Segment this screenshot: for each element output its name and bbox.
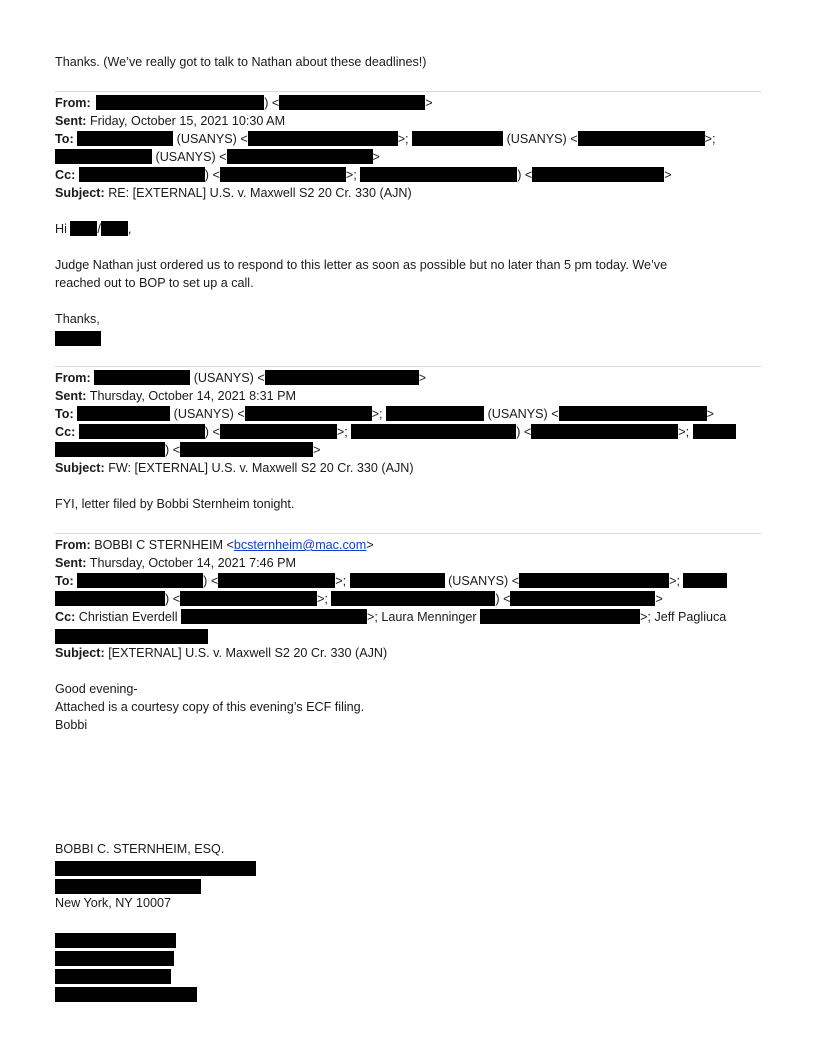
subject-value: FW: [EXTERNAL] U.S. v. Maxwell S2 20 Cr. 330 (AJN) [108,461,414,475]
redaction [693,424,736,439]
redaction [180,442,313,457]
usanys-tag: (USANYS) [176,132,237,146]
redaction [578,131,705,146]
subject-value: RE: [EXTERNAL] U.S. v. Maxwell S2 20 Cr. 330 (AJN) [108,186,412,200]
redacted-address-line [55,861,256,876]
cc-name: Laura Menninger [381,610,477,624]
redaction [181,609,367,624]
greeting-text: Hi [55,222,67,236]
email1-from: From: ) < > [55,96,433,110]
from-label: From: [55,371,91,385]
redaction [55,149,152,164]
sent-label: Sent: [55,389,87,403]
email1-to-cont: (USANYS) < > [55,148,380,166]
to-label: To: [55,132,74,146]
cc-name: Christian Everdell [78,610,178,624]
email3-cc: Cc: Christian Everdell >; Laura Menninger >; Jeff Pagliuca [55,610,727,624]
email2-cc-cont: ) < > [55,441,320,459]
redaction [220,167,346,182]
email2-sent [55,387,296,405]
subject-label: Subject: [55,646,105,660]
redaction [96,95,264,110]
email3-from: From: BOBBI C STERNHEIM <bcsternheim@mac.com> [55,538,374,552]
usanys-tag: (USANYS) [193,371,254,385]
email1-cc: Cc: ) < >; ) < > [55,168,672,182]
cc-name: Jeff Pagliuca [654,610,727,624]
redacted-address-line [55,879,201,894]
cc-label: Cc: [55,610,76,624]
divider [55,533,761,534]
redacted-contact-line [55,951,174,966]
email2-body: FYI, letter filed by Bobbi Sternheim tonight. [55,497,295,511]
redaction [77,406,170,421]
email3-body-line1: Good evening- [55,682,138,696]
redaction [350,573,445,588]
email1-sent [55,112,285,130]
sent-label: Sent: [55,556,87,570]
redaction [245,406,372,421]
redaction [532,167,664,182]
redaction [70,221,97,236]
subject-label: Subject: [55,461,105,475]
sent-value: Friday, October 15, 2021 10:30 AM [89,114,286,128]
email1-to: To: (USANYS) < >; (USANYS) < >; [55,132,716,146]
divider [55,91,761,92]
email2-cc: Cc: ) < >; ) < >; [55,423,736,441]
sender-name: BOBBI C STERNHEIM [94,538,223,552]
redaction [180,591,317,606]
subject-value: [EXTERNAL] U.S. v. Maxwell S2 20 Cr. 330 (AJN) [108,646,388,660]
redaction [94,370,190,385]
sender-email-link[interactable]: bcsternheim@mac.com [233,538,367,552]
from-label: From: [55,96,91,110]
redaction [360,167,517,182]
redaction [79,424,205,439]
email1-body-line1: Judge Nathan just ordered us to respond to this letter as soon as possible but no later than 5 pm today. We’ve [55,258,668,272]
redaction [55,591,165,606]
email3-to-cont: ) < >; ) < > [55,590,663,608]
redaction [519,573,669,588]
email2-subject [55,459,414,477]
subject-label: Subject: [55,186,105,200]
usanys-tag: (USANYS) [448,574,509,588]
redaction [510,591,655,606]
from-label: From: [55,538,91,552]
cc-label: Cc: [55,168,76,182]
usanys-tag: (USANYS) [173,407,234,421]
redaction [386,406,484,421]
redacted-signature [55,331,101,346]
redaction [265,370,419,385]
email3-body-line2: Attached is a courtesy copy of this evening’s ECF filing. [55,700,365,714]
email2-to: To: (USANYS) < >; (USANYS) < > [55,407,714,421]
redaction [55,629,208,644]
sent-value: Thursday, October 14, 2021 7:46 PM [89,556,297,570]
redaction [79,167,205,182]
redaction [559,406,707,421]
redaction [412,131,503,146]
usanys-tag: (USANYS) [155,150,216,164]
email1-greeting: Hi / , [55,222,132,236]
redaction [248,131,398,146]
signature-city: New York, NY 10007 [55,896,171,910]
redaction [220,424,337,439]
sent-label: Sent: [55,114,87,128]
redacted-contact-line [55,969,171,984]
redaction [77,573,203,588]
sent-value: Thursday, October 14, 2021 8:31 PM [89,389,297,403]
redaction [683,573,727,588]
redaction [101,221,128,236]
email3-to: To: ) < >; (USANYS) < >; [55,572,727,590]
intro-text: Thanks. (We’ve really got to talk to Nathan about these deadlines!) [55,55,427,69]
usanys-tag: (USANYS) [506,132,567,146]
redaction [480,609,640,624]
redaction [279,95,425,110]
email3-body-line3: Bobbi [55,718,88,732]
to-label: To: [55,407,74,421]
usanys-tag: (USANYS) [487,407,548,421]
divider [55,366,761,367]
email3-sent [55,554,296,572]
redaction [77,131,173,146]
email1-body-line2: reached out to BOP to set up a call. [55,276,254,290]
redaction [331,591,495,606]
email3-subject [55,644,387,662]
email1-subject [55,184,412,202]
redacted-contact-line [55,933,176,948]
redaction [531,424,678,439]
redaction [218,573,335,588]
cc-label: Cc: [55,425,76,439]
email1-closing: Thanks, [55,312,100,326]
redaction [227,149,373,164]
to-label: To: [55,574,74,588]
signature-name: BOBBI C. STERNHEIM, ESQ. [55,842,225,856]
redaction [351,424,516,439]
email2-from: From: (USANYS) < > [55,371,427,385]
redacted-contact-line [55,987,197,1002]
redaction [55,442,165,457]
